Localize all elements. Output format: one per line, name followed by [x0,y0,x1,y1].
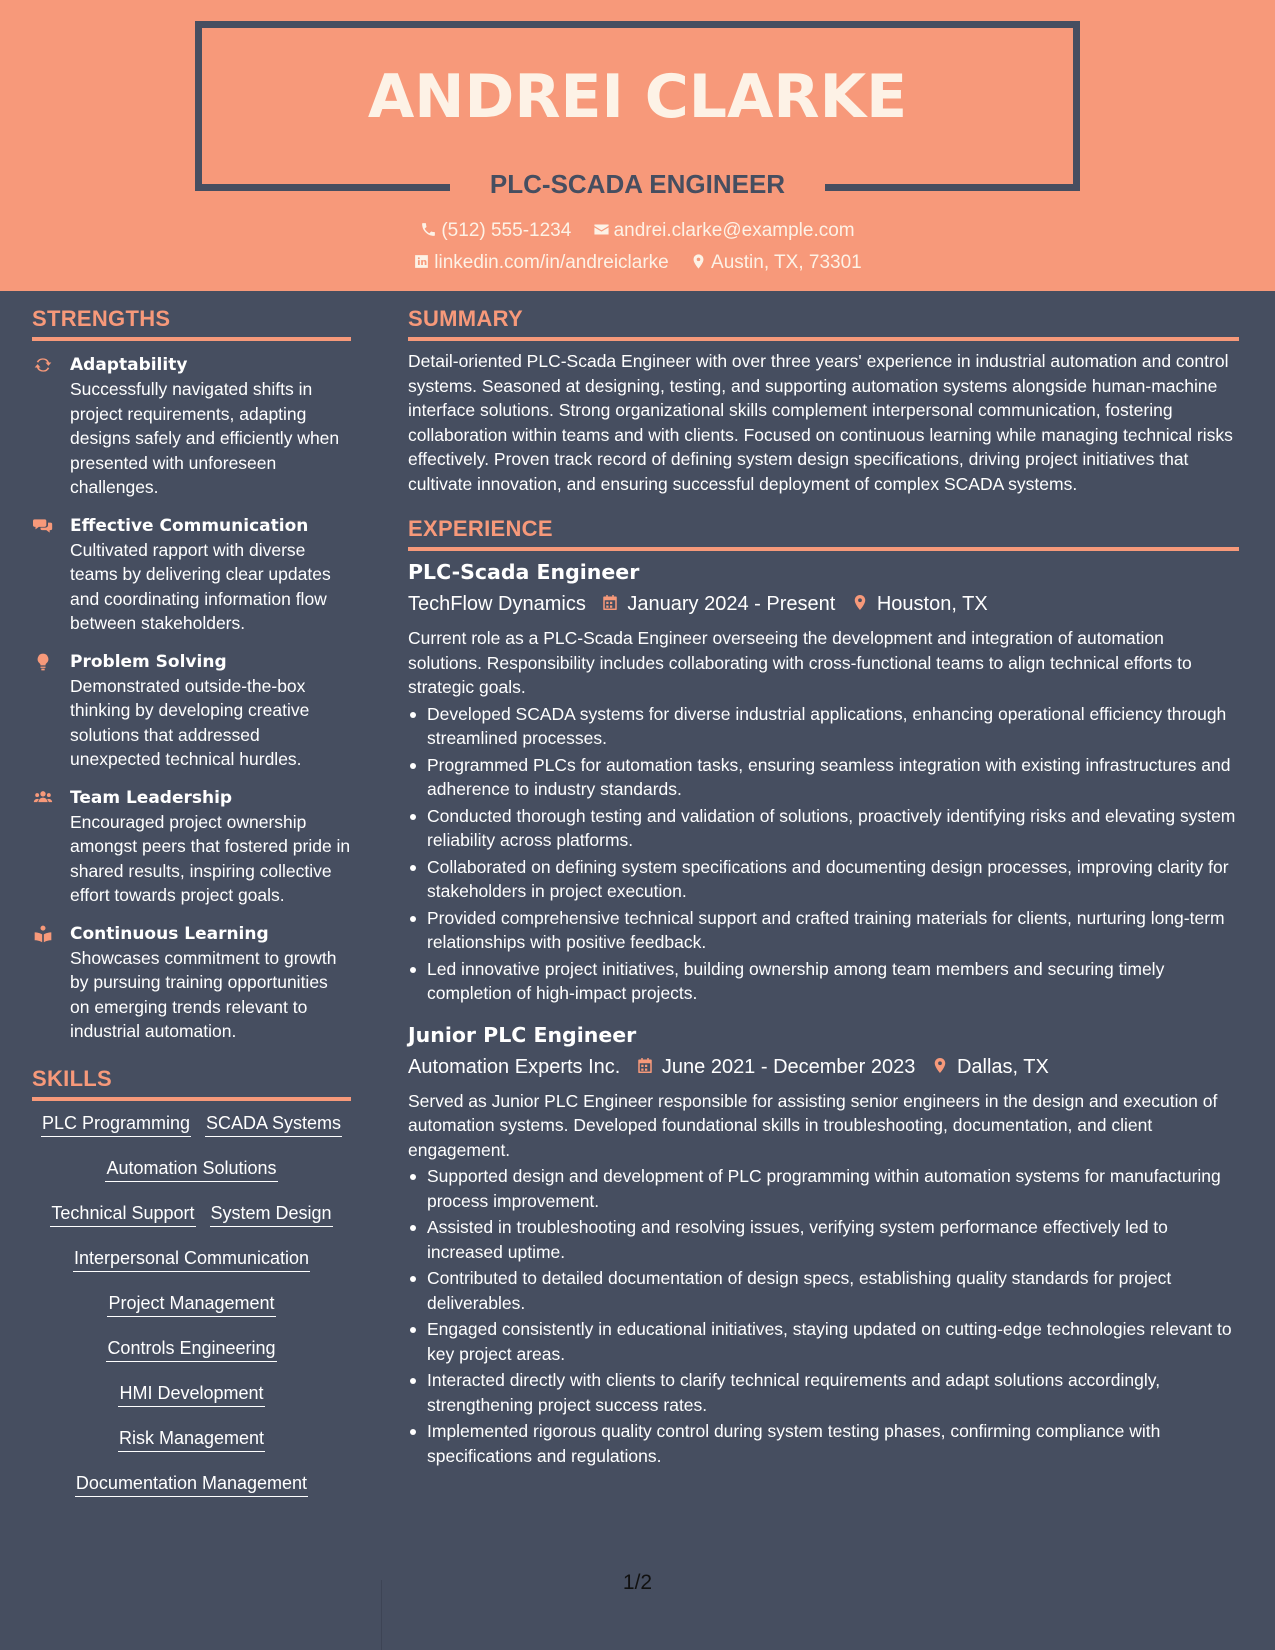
job-bullet: Implemented rigorous quality control during system testing phases, confirming compliance with specifications and regulations. [408,1419,1239,1468]
strength-item [32,786,351,908]
job-bullet: Interacted directly with clients to clarify technical requirements and adapt solutions accordingly, strengthening project success rates. [408,1368,1239,1417]
skill-tag: Documentation Management [75,1471,308,1497]
strength-desc: Demonstrated outside-the-box thinking by developing creative solutions that addressed unexpected technical hurdles. [70,675,310,769]
strength-desc: Showcases commitment to growth by pursuing training opportunities on emerging trends relevant to industrial automation. [70,947,337,1041]
right-column [408,291,1239,1468]
strength-desc: Encouraged project ownership amongst peers that fostered pride in shared results, inspiring collective effort towards project goals. [70,811,351,905]
candidate-role: PLC-SCADA ENGINEER [489,169,786,199]
skill-tag: System Design [210,1201,333,1227]
job-bullet: Provided comprehensive technical support and crafted training materials for clients, nurturing long-term relationships with positive feedback. [408,906,1239,955]
strength-title: Continuous Learning [70,923,269,944]
calendar-icon [636,1056,654,1075]
job-description: Current role as a PLC-Scada Engineer overseeing the development and integration of automation solutions. Responsibility includes collaborating with cross-functional teams to align technical efforts to strategic goals. [408,628,1192,697]
job-location-text: Dallas, TX [956,1055,1049,1078]
contact-phone [420,220,571,242]
job-bullet: Developed SCADA systems for diverse industrial applications, enhancing operational efficiency through streamlined processes. [408,702,1239,751]
job-bullet: Assisted in troubleshooting and resolving issues, verifying system performance effectively led to increased uptime. [408,1215,1239,1264]
job-location [851,588,988,620]
job-bullet: Conducted thorough testing and validation of solutions, proactively identifying risks and elevating system reliability across platforms. [408,804,1239,853]
skill-row [32,1336,351,1381]
skills-heading: SKILLS [32,1066,351,1101]
sync-icon [32,355,54,375]
skill-tag: Interpersonal Communication [73,1246,310,1272]
contact-linkedin[interactable] [413,252,668,274]
map-pin-icon [931,1056,949,1075]
job-entry [408,1020,1239,1469]
strength-title: Adaptability [70,355,188,375]
resume-header [0,0,1275,291]
job-dates-text: June 2021 - December 2023 [661,1055,916,1078]
strength-item [32,650,351,772]
job-company: Automation Experts Inc. [408,1055,621,1078]
job-dates [601,588,835,620]
book-reader-icon [32,924,54,944]
job-meta [408,588,1239,620]
chat-bubbles-icon [32,516,54,536]
skills-list [32,1111,351,1516]
summary-text: Detail-oriented PLC-Scada Engineer with over three years' experience in industrial automation and control systems. Seasoned at designing, testing, and supporting automation systems alongside human-machine interface solutions. Strong organizational skills complement interpersonal communication, fostering collaboration within teams and with clients. Focused on continuous learning while managing technical risks effectively. Proven track record of defining system design specifications, driving project initiatives that cultivate innovation, and ensuring successful deployment of complex SCADA systems. [408,351,1233,494]
skill-tag: HMI Development [118,1381,264,1407]
lightbulb-icon [32,652,54,672]
skill-row [32,1381,351,1426]
strengths-list [32,353,351,1044]
contact-row-2 [0,252,1275,274]
strengths-heading: STRENGTHS [32,306,351,341]
contact-email[interactable] [593,220,855,242]
job-bullet: Engaged consistently in educational initiatives, staying updated on cutting-edge technologies relevant to key project areas. [408,1317,1239,1366]
skill-tag: Controls Engineering [106,1336,276,1362]
job-title: Junior PLC Engineer [408,1022,637,1047]
job-dates [636,1051,916,1083]
job-location [931,1051,1049,1083]
strength-title: Effective Communication [70,515,309,536]
strength-item [32,514,351,636]
strength-desc: Successfully navigated shifts in project requirements, adapting designs safely and efficiently when presented with unforeseen challenges. [70,379,340,497]
skill-row [32,1111,351,1156]
strength-item [32,922,351,1044]
linkedin-text: linkedin.com/in/andreiclarke [434,252,669,273]
experience-heading: EXPERIENCE [408,516,1239,551]
summary-heading: SUMMARY [408,306,1239,341]
job-location-text: Houston, TX [876,593,988,615]
contact-location [690,252,862,274]
job-bullet: Programmed PLCs for automation tasks, ensuring seamless integration with existing infrastructures and adherence to industry standards. [408,753,1239,802]
skill-tag: Risk Management [118,1426,265,1452]
skill-row [32,1471,351,1516]
job-bullet: Collaborated on defining system specifications and documenting design processes, improving clarity for stakeholders in project execution. [408,855,1239,904]
skill-tag: SCADA Systems [205,1111,342,1137]
skill-tag: PLC Programming [41,1111,191,1137]
location-text: Austin, TX, 73301 [711,252,862,273]
job-company: TechFlow Dynamics [408,593,586,615]
job-entry [408,557,1239,1006]
job-meta [408,1051,1239,1083]
job-bullet: Led innovative project initiatives, building ownership among team members and securing timely completion of high-impact projects. [408,957,1239,1006]
calendar-icon [601,593,619,612]
skill-tag: Project Management [107,1291,275,1317]
candidate-name: ANDREI CLARKE [367,62,908,132]
map-pin-icon [851,593,869,612]
email-text: andrei.clarke@example.com [613,220,855,241]
strength-desc: Cultivated rapport with diverse teams by delivering clear updates and coordinating information flow between stakeholders. [70,539,331,633]
job-dates-text: January 2024 - Present [627,593,836,615]
skill-row [32,1201,351,1246]
strength-title: Problem Solving [70,651,227,672]
phone-text: (512) 555-1234 [441,220,572,241]
job-bullets [408,1164,1239,1468]
job-description: Served as Junior PLC Engineer responsible for assisting senior engineers in the design and execution of automation systems. Developed foundational skills in troubleshooting, documentation, and client engagement. [408,1090,1218,1160]
linkedin-icon [413,253,430,270]
left-column [32,291,351,1516]
contact-row-1 [0,220,1275,242]
skill-tag: Automation Solutions [105,1156,277,1182]
map-pin-icon [690,253,707,270]
page-number: 1/2 [622,1571,653,1594]
phone-icon [420,221,437,238]
job-title: PLC-Scada Engineer [408,560,640,584]
job-bullet: Contributed to detailed documentation of design specs, establishing quality standards for project deliverables. [408,1266,1239,1315]
job-bullet: Supported design and development of PLC programming within automation systems for manufacturing process improvement. [408,1164,1239,1213]
skill-row [32,1426,351,1471]
role-label-wrap [450,162,825,206]
envelope-icon [593,221,610,238]
skill-row [32,1291,351,1336]
job-bullets [408,702,1239,1006]
strength-item [32,353,351,500]
users-icon [32,788,54,808]
skill-row [32,1156,351,1201]
strength-title: Team Leadership [70,787,233,808]
skill-row [32,1246,351,1291]
skill-tag: Technical Support [50,1201,195,1227]
